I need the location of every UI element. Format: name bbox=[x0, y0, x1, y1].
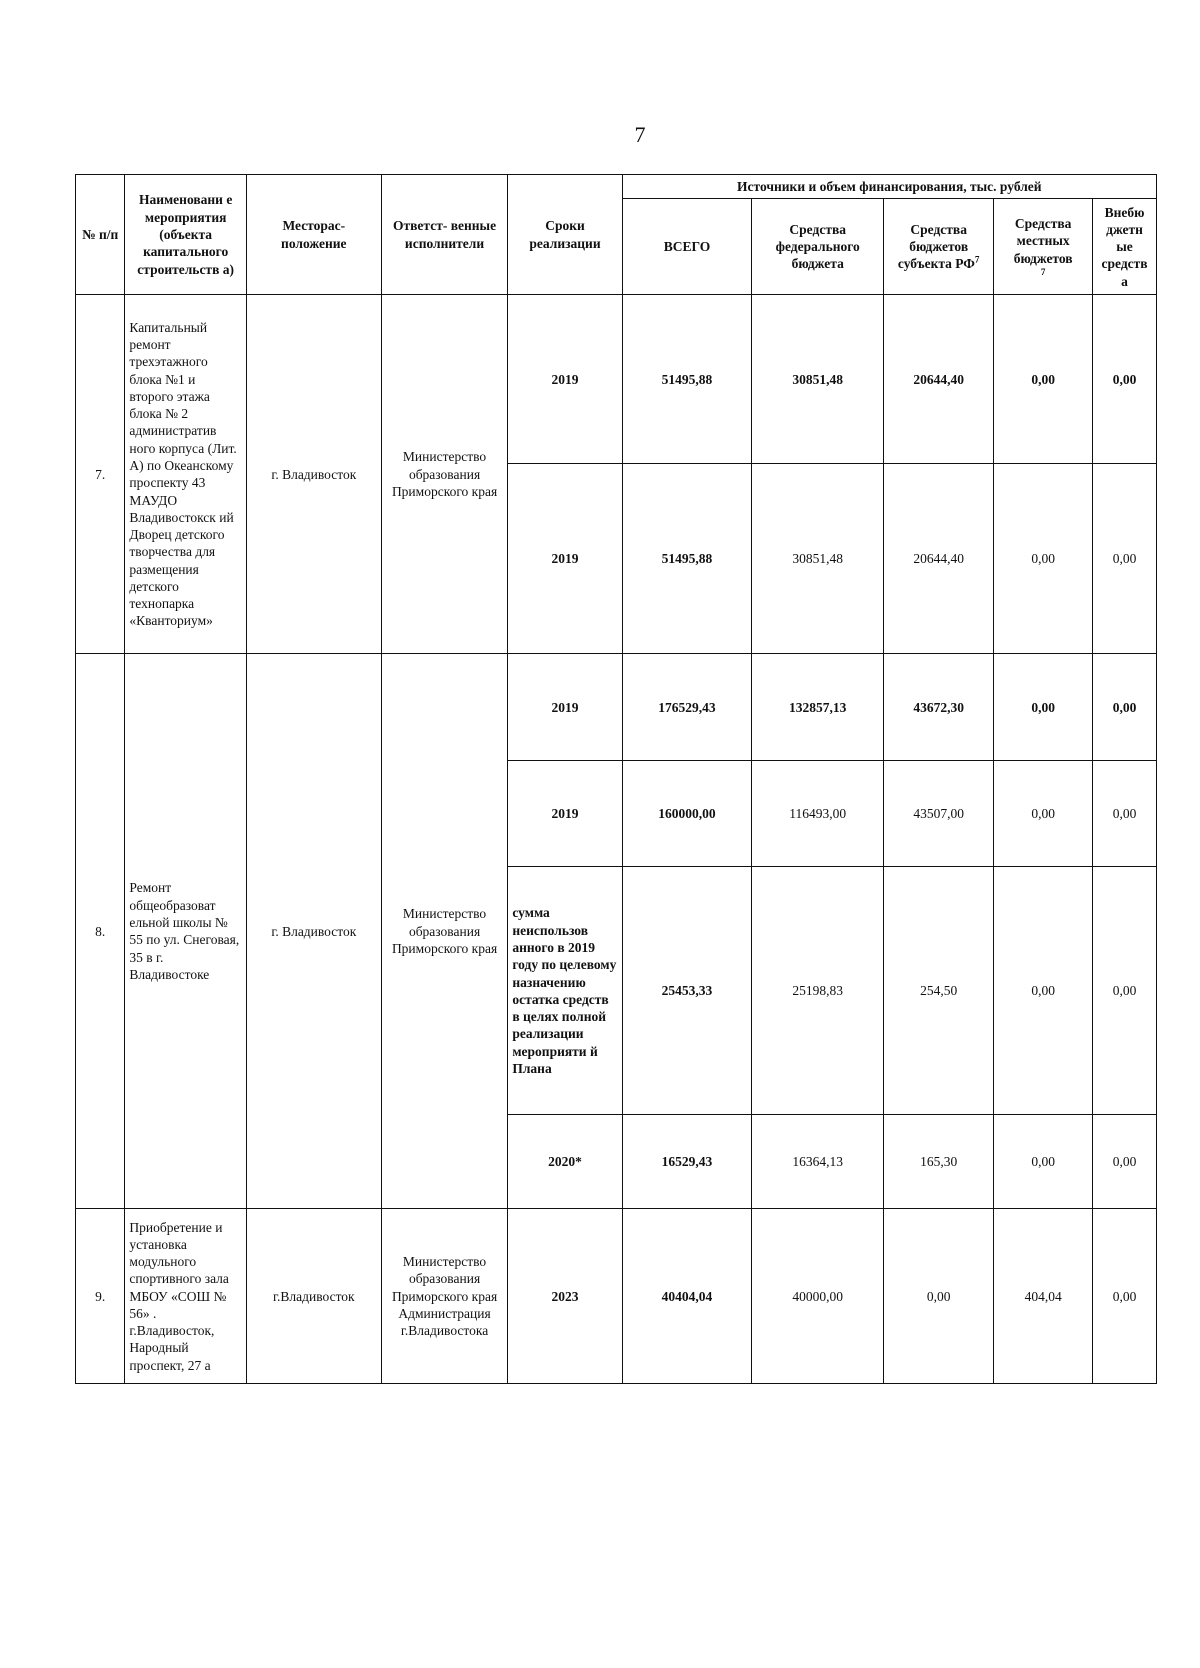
executors: Министерство образования Приморского края bbox=[381, 654, 508, 1209]
term: 2019 bbox=[508, 464, 622, 654]
header-total: ВСЕГО bbox=[622, 199, 752, 295]
row-number: 9. bbox=[76, 1209, 125, 1384]
regional-value: 20644,40 bbox=[884, 295, 994, 464]
regional-value: 165,30 bbox=[884, 1115, 994, 1209]
local-value: 0,00 bbox=[994, 464, 1093, 654]
header-extra: Внебю джетн ые средств а bbox=[1093, 199, 1157, 295]
event-name: Капитальный ремонт трехэтажного блока №1 и второго этажа блока № 2 административ ного корпуса (Лит. А) по Океанскому проспекту 43 МАУДО Владивостокск ий Дворец детского творчества для размещения детского технопарка «Кванториум» bbox=[125, 295, 246, 654]
header-regional bbox=[884, 199, 994, 295]
header-num: № п/п bbox=[76, 175, 125, 295]
header-local bbox=[994, 199, 1093, 295]
executors: Министерство образования Приморского края bbox=[381, 295, 508, 654]
federal-value: 25198,83 bbox=[752, 867, 884, 1115]
location: г. Владивосток bbox=[246, 295, 381, 654]
header-name: Наименовани е мероприятия (объекта капитального строительств а) bbox=[125, 175, 246, 295]
regional-value: 254,50 bbox=[884, 867, 994, 1115]
header-terms: Сроки реализации bbox=[508, 175, 622, 295]
extra-value: 0,00 bbox=[1093, 464, 1157, 654]
extra-value: 0,00 bbox=[1093, 867, 1157, 1115]
table-row bbox=[76, 1209, 1157, 1384]
regional-value: 43672,30 bbox=[884, 654, 994, 761]
total-value: 51495,88 bbox=[622, 464, 752, 654]
federal-value: 30851,48 bbox=[752, 464, 884, 654]
local-value: 0,00 bbox=[994, 761, 1093, 867]
extra-value: 0,00 bbox=[1093, 761, 1157, 867]
regional-value: 0,00 bbox=[884, 1209, 994, 1384]
total-value: 160000,00 bbox=[622, 761, 752, 867]
header-federal: Средства федерального бюджета bbox=[752, 199, 884, 295]
regional-value: 20644,40 bbox=[884, 464, 994, 654]
term: 2019 bbox=[508, 654, 622, 761]
total-value: 25453,33 bbox=[622, 867, 752, 1115]
federal-value: 132857,13 bbox=[752, 654, 884, 761]
page-number: 7 bbox=[634, 122, 646, 147]
row-number: 8. bbox=[76, 654, 125, 1209]
extra-value: 0,00 bbox=[1093, 1115, 1157, 1209]
federal-value: 116493,00 bbox=[752, 761, 884, 867]
row-number: 7. bbox=[76, 295, 125, 654]
term: 2019 bbox=[508, 761, 622, 867]
term-note: сумма неиспользов анного в 2019 году по целевому назначению остатка средств в целях полной реализации мероприяти й Плана bbox=[508, 867, 622, 1115]
total-value: 51495,88 bbox=[622, 295, 752, 464]
regional-value: 43507,00 bbox=[884, 761, 994, 867]
total-value: 176529,43 bbox=[622, 654, 752, 761]
header-funding-group: Источники и объем финансирования, тыс. рублей bbox=[622, 175, 1156, 199]
table-row bbox=[76, 654, 1157, 761]
table-row bbox=[76, 295, 1157, 464]
federal-value: 16364,13 bbox=[752, 1115, 884, 1209]
federal-value: 30851,48 bbox=[752, 295, 884, 464]
extra-value: 0,00 bbox=[1093, 1209, 1157, 1384]
header-regional-label: Средства бюджетов субъекта РФ bbox=[897, 221, 975, 272]
term: 2019 bbox=[508, 295, 622, 464]
local-value: 0,00 bbox=[994, 867, 1093, 1115]
header-location: Месторас- положение bbox=[246, 175, 381, 295]
total-value: 40404,04 bbox=[622, 1209, 752, 1384]
header-local-footnote: 7 bbox=[1040, 266, 1046, 277]
extra-value: 0,00 bbox=[1093, 295, 1157, 464]
funding-table bbox=[75, 174, 1157, 1384]
local-value: 404,04 bbox=[994, 1209, 1093, 1384]
term: 2023 bbox=[508, 1209, 622, 1384]
header-regional-footnote: 7 bbox=[974, 254, 980, 265]
total-value: 16529,43 bbox=[622, 1115, 752, 1209]
location: г.Владивосток bbox=[246, 1209, 381, 1384]
local-value: 0,00 bbox=[994, 1115, 1093, 1209]
extra-value: 0,00 bbox=[1093, 654, 1157, 761]
federal-value: 40000,00 bbox=[752, 1209, 884, 1384]
header-local-label: Средства местных бюджетов bbox=[1013, 216, 1073, 266]
executors: Министерство образования Приморского края Администрация г.Владивостока bbox=[381, 1209, 508, 1384]
local-value: 0,00 bbox=[994, 654, 1093, 761]
header-executors: Ответст- венные исполнители bbox=[381, 175, 508, 295]
event-name: Приобретение и установка модульного спортивного зала МБОУ «СОШ № 56» . г.Владивосток, Народный проспект, 27 а bbox=[125, 1209, 246, 1384]
term: 2020* bbox=[508, 1115, 622, 1209]
location: г. Владивосток bbox=[246, 654, 381, 1209]
event-name: Ремонт общеобразоват ельной школы № 55 по ул. Снеговая, 35 в г. Владивостоке bbox=[125, 654, 246, 1209]
local-value: 0,00 bbox=[994, 295, 1093, 464]
